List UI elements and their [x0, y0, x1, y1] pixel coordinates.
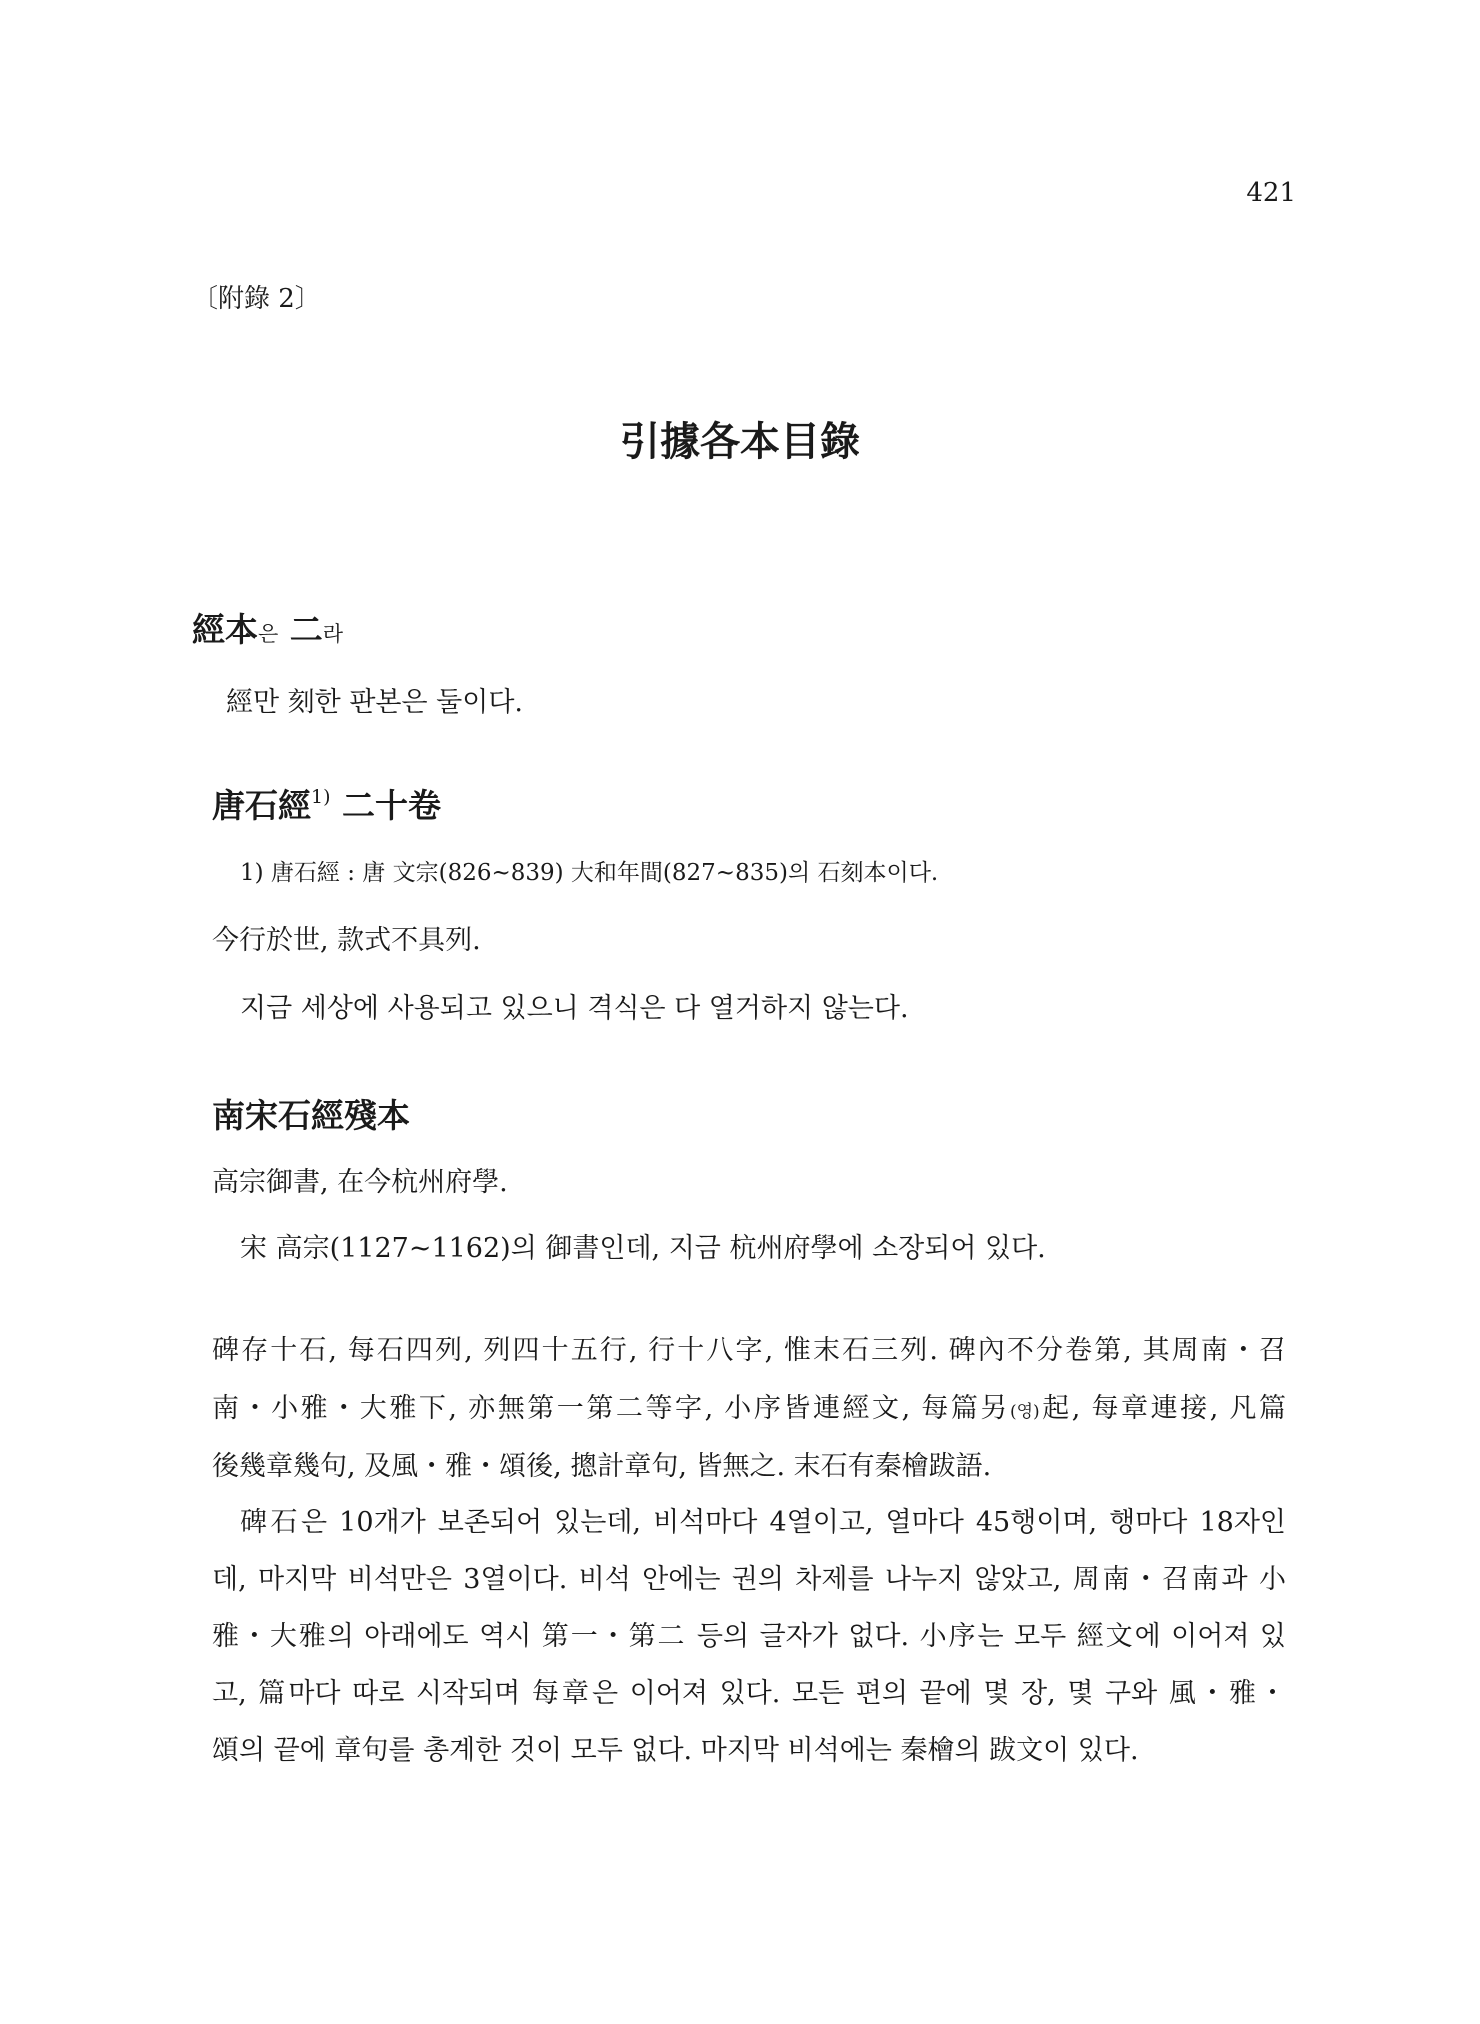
paragraph-line: 頌의 끝에 章句를 총계한 것이 모두 없다. 마지막 비석에는 秦檜의 跋文이 있다. — [212, 1735, 1139, 1766]
heading-particle: 은 — [258, 622, 279, 646]
heading-part: 二十卷 — [330, 786, 442, 825]
section-heading-tang-stone-classics — [212, 780, 441, 827]
original-paragraph — [212, 1322, 1286, 1496]
heading-part: 唐石經 — [212, 786, 311, 825]
section-heading-jingben — [192, 604, 343, 651]
pronunciation-gloss: (영) — [1009, 1402, 1040, 1422]
translation-text: 宋 高宗(1127~1162)의 御書인데, 지금 杭州府學에 소장되어 있다. — [240, 1233, 1046, 1264]
footnote: 1) 唐石經 : 唐 文宗(826~839) 大和年間(827~835)의 石刻本이다. — [240, 860, 939, 886]
paragraph-line: 데, 마지막 비석만은 3열이다. 비석 안에는 권의 차제를 나누지 않았고, 周南・召南과 小 — [212, 1564, 1286, 1595]
paragraph-line: 碑石은 10개가 보존되어 있는데, 비석마다 4열이고, 열마다 45행이며, 행마다 18자인 — [240, 1507, 1286, 1538]
paragraph-line: 後幾章幾句, 及風・雅・頌後, 摠計章句, 皆無之. 末石有秦檜跋語. — [212, 1451, 992, 1482]
footnote-marker: 1) — [311, 786, 331, 808]
heading-particle: 라 — [322, 622, 344, 646]
paragraph-line — [212, 1380, 1286, 1438]
original-text: 高宗御書, 在今杭州府學. — [212, 1167, 508, 1198]
original-text: 今行於世, 款式不具列. — [212, 925, 481, 956]
translation-text: 經만 刻한 판본은 둘이다. — [226, 687, 523, 718]
line-part: 起, 每章連接, 凡篇 — [1039, 1393, 1286, 1424]
paragraph-line: 고, 篇마다 따로 시작되며 每章은 이어져 있다. 모든 편의 끝에 몇 장, 몇 구와 風・雅・ — [212, 1678, 1286, 1709]
heading-part: 二 — [289, 610, 323, 649]
translation-text: 지금 세상에 사용되고 있으니 격식은 다 열거하지 않는다. — [240, 993, 909, 1024]
line-part: 南・小雅・大雅下, 亦無第一第二等字, 小序皆連經文, 每篇另 — [212, 1393, 1010, 1424]
page-number: 421 — [1246, 178, 1296, 208]
section-heading-southern-song-stone-classics: 南宋石經殘本 — [212, 1096, 410, 1135]
paragraph-line: 雅・大雅의 아래에도 역시 第一・第二 등의 글자가 없다. 小序는 모두 經文에 이어져 있 — [212, 1621, 1286, 1652]
heading-part: 經本 — [192, 610, 258, 649]
paragraph-line: 碑存十石, 每石四列, 列四十五行, 行十八字, 惟末石三列. 碑內不分卷第, 其周南・召 — [212, 1335, 1286, 1366]
page-title: 引據各本目錄 — [620, 418, 860, 465]
translation-paragraph — [212, 1494, 1286, 1779]
appendix-tag: 〔附錄 2〕 — [192, 284, 321, 314]
